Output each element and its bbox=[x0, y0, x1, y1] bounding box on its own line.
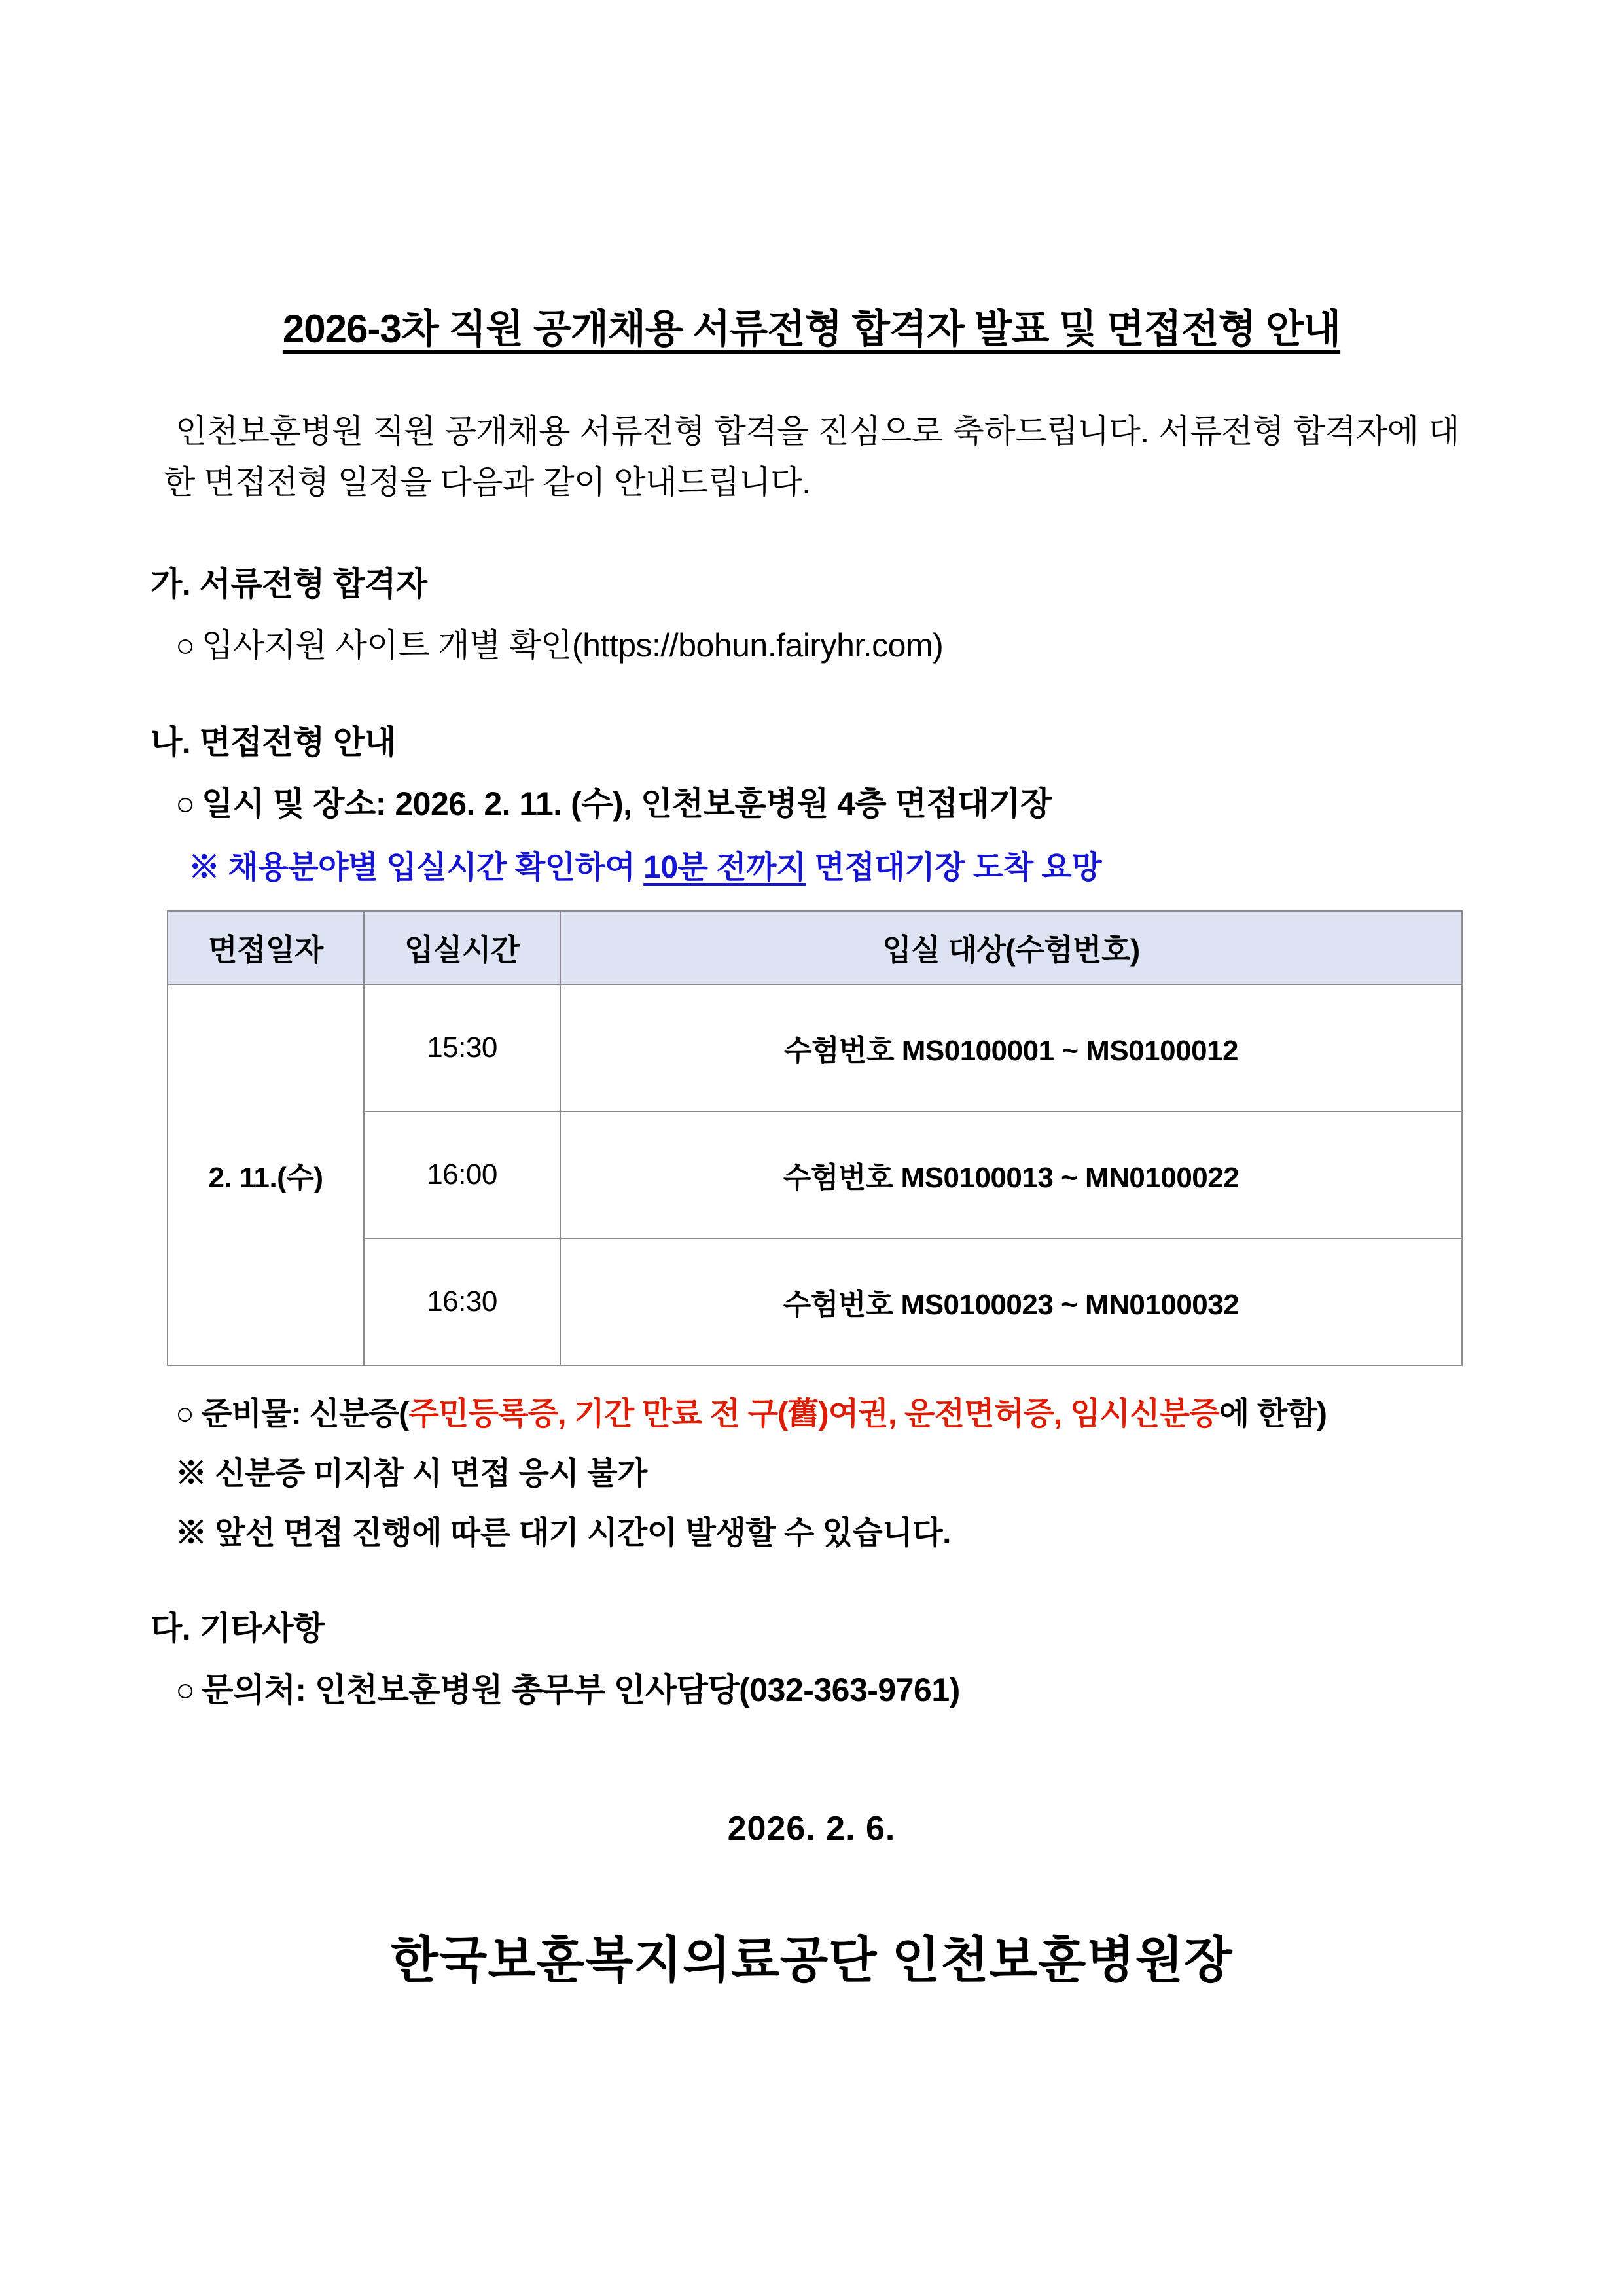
circle-bullet-icon: ○ bbox=[175, 1672, 195, 1708]
section-b-item-label: 일시 및 장소: 2026. 2. 11. (수), 인천보훈병원 4층 면접대기장 bbox=[202, 785, 1052, 822]
section-b-heading: 나. 면접전형 안내 bbox=[151, 724, 396, 761]
cell-entry-target: 수험번호 MS0100001 ~ MS0100012 bbox=[560, 984, 1462, 1111]
intro-paragraph: 인천보훈병원 직원 공개채용 서류전형 합격을 진심으로 축하드립니다. 서류전형 합격자에 대한 면접전형 일정을 다음과 같이 안내드립니다. bbox=[164, 413, 1459, 501]
section-c-item bbox=[175, 1664, 1623, 1711]
table-row bbox=[168, 984, 1462, 1111]
column-header-target: 입실 대상(수험번호) bbox=[560, 911, 1462, 984]
items-red-text: 주민등록증, 기간 만료 전 구(舊)여권, 운전면허증, 임시신분증 bbox=[408, 1397, 1219, 1431]
section-a-item bbox=[175, 619, 1623, 666]
required-items-note bbox=[175, 1388, 1623, 1433]
cell-entry-time: 16:00 bbox=[364, 1111, 560, 1238]
page-title: 2026-3차 직원 공개채용 서류전형 합격자 발표 및 면접전형 안내 bbox=[282, 307, 1341, 351]
cell-entry-time: 16:30 bbox=[364, 1238, 560, 1365]
note-underlined: 10분 전까지 bbox=[643, 850, 806, 885]
table-header-row bbox=[168, 911, 1462, 984]
warning-line-2: ※ 앞선 면접 진행에 따른 대기 시간이 발생할 수 있습니다. bbox=[175, 1516, 951, 1551]
interview-time-note bbox=[188, 842, 1623, 887]
items-prefix: 준비물: 신분증( bbox=[202, 1397, 409, 1431]
warning-line-1: ※ 신분증 미지참 시 면접 응시 불가 bbox=[175, 1456, 647, 1491]
column-header-date: 면접일자 bbox=[168, 911, 364, 984]
column-header-time: 입실시간 bbox=[364, 911, 560, 984]
section-b-item bbox=[175, 778, 1623, 825]
cell-entry-target: 수험번호 MS0100013 ~ MN0100022 bbox=[560, 1111, 1462, 1238]
circle-bullet-icon: ○ bbox=[175, 785, 195, 822]
note-suffix: 면접대기장 도착 요망 bbox=[806, 850, 1102, 885]
footer-signature: 한국보훈복지의료공단 인천보훈병원장 bbox=[390, 1933, 1233, 1988]
footer-date: 2026. 2. 6. bbox=[727, 1810, 896, 1848]
cell-interview-date: 2. 11.(수) bbox=[168, 984, 364, 1365]
section-c-heading: 다. 기타사항 bbox=[151, 1610, 325, 1647]
cell-entry-time: 15:30 bbox=[364, 984, 560, 1111]
section-a-item-label: 입사지원 사이트 개별 확인(https://bohun.fairyhr.com) bbox=[202, 627, 944, 664]
circle-bullet-icon: ○ bbox=[175, 627, 195, 664]
interview-schedule-table bbox=[167, 910, 1463, 1366]
note-prefix: ※ 채용분야별 입실시간 확인하여 bbox=[188, 850, 644, 885]
circle-bullet-icon: ○ bbox=[175, 1397, 194, 1431]
section-c-item-label: 문의처: 인천보훈병원 총무부 인사담당(032-363-9761) bbox=[202, 1672, 960, 1708]
section-a-heading: 가. 서류전형 합격자 bbox=[151, 565, 427, 602]
items-suffix: 에 한함) bbox=[1219, 1397, 1327, 1431]
cell-entry-target: 수험번호 MS0100023 ~ MN0100032 bbox=[560, 1238, 1462, 1365]
